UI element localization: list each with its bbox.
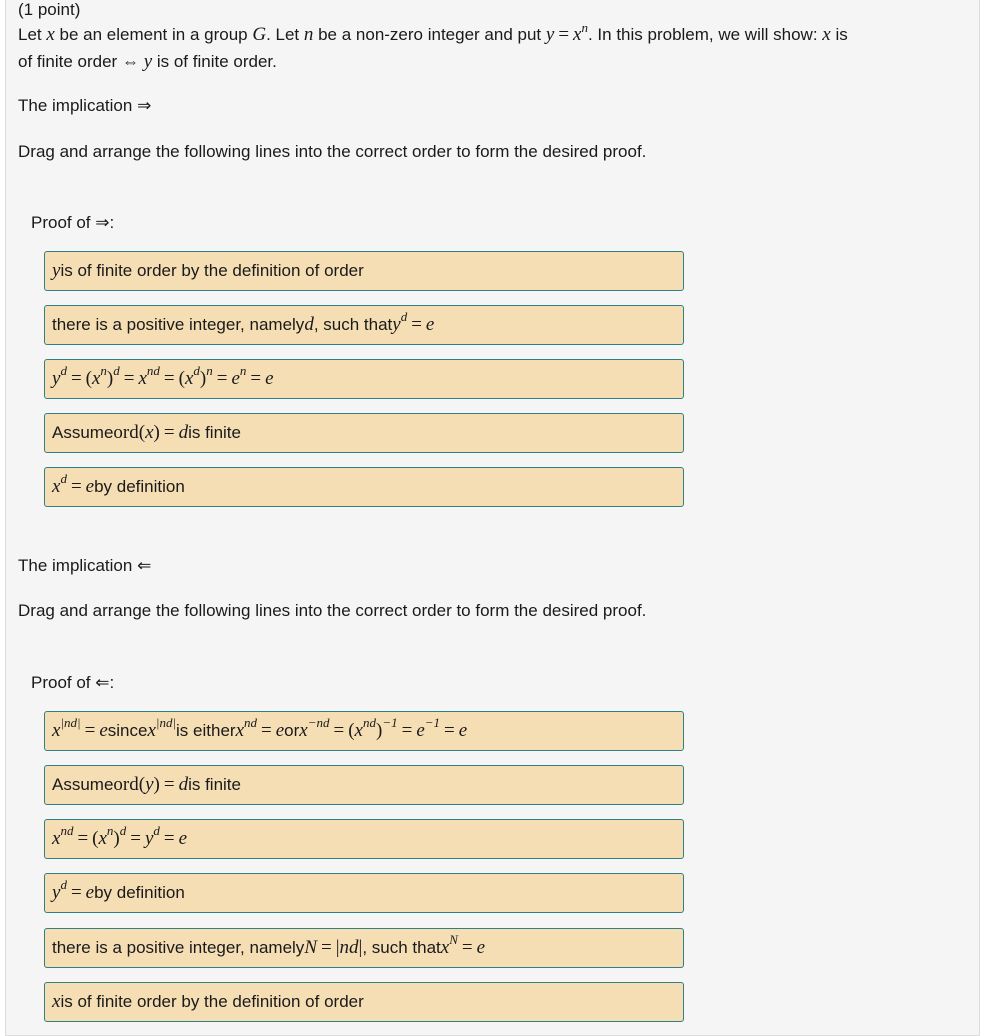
forward-proof-line-5[interactable]: x d = e by definition: [44, 467, 684, 507]
backward-proof-line-3[interactable]: x nd = ( x n ) d = y d = e: [44, 819, 684, 859]
forward-instructions: Drag and arrange the following lines into the correct order to form the desired proof.: [18, 142, 647, 161]
backward-instructions: Drag and arrange the following lines into the correct order to form the desired proof.: [18, 601, 647, 620]
forward-proof-line-1[interactable]: y is of finite order by the definition of order: [44, 251, 684, 291]
problem-statement-line2: of finite order ⇔ y is of finite order.: [18, 51, 277, 72]
backward-proof-line-6[interactable]: x is of finite order by the definition of order: [44, 982, 684, 1022]
forward-heading: The implication ⇒: [18, 96, 152, 115]
backward-proof-line-4[interactable]: y d = e by definition: [44, 873, 684, 913]
points-label: (1 point): [18, 0, 81, 19]
backward-proof-label: Proof of ⇐:: [31, 673, 115, 692]
forward-proof-line-4[interactable]: Assume ord( x ) = d is finite: [44, 413, 684, 453]
forward-proof-line-2[interactable]: there is a positive integer, namely d , such that y d = e: [44, 305, 684, 345]
forward-proof-line-3[interactable]: y d = ( x n ) d = x nd = ( x d ) n = e n = e: [44, 359, 684, 399]
backward-heading: The implication ⇐: [18, 556, 152, 575]
backward-proof-line-5[interactable]: there is a positive integer, namely N = | nd | , such that x N = e: [44, 928, 684, 968]
problem-statement-line1: Let x be an element in a group G. Let n be a non-zero integer and put $y = x^n$. In this problem, we will show: x is: [18, 20, 848, 45]
forward-proof-label: Proof of ⇒:: [31, 213, 115, 232]
backward-proof-line-2[interactable]: Assume ord( y ) = d is finite: [44, 765, 684, 805]
backward-proof-line-1[interactable]: x |nd| = e since x |nd| is either x nd = e or x −nd = ( x nd ) −1 = e −1 = e: [44, 711, 684, 751]
